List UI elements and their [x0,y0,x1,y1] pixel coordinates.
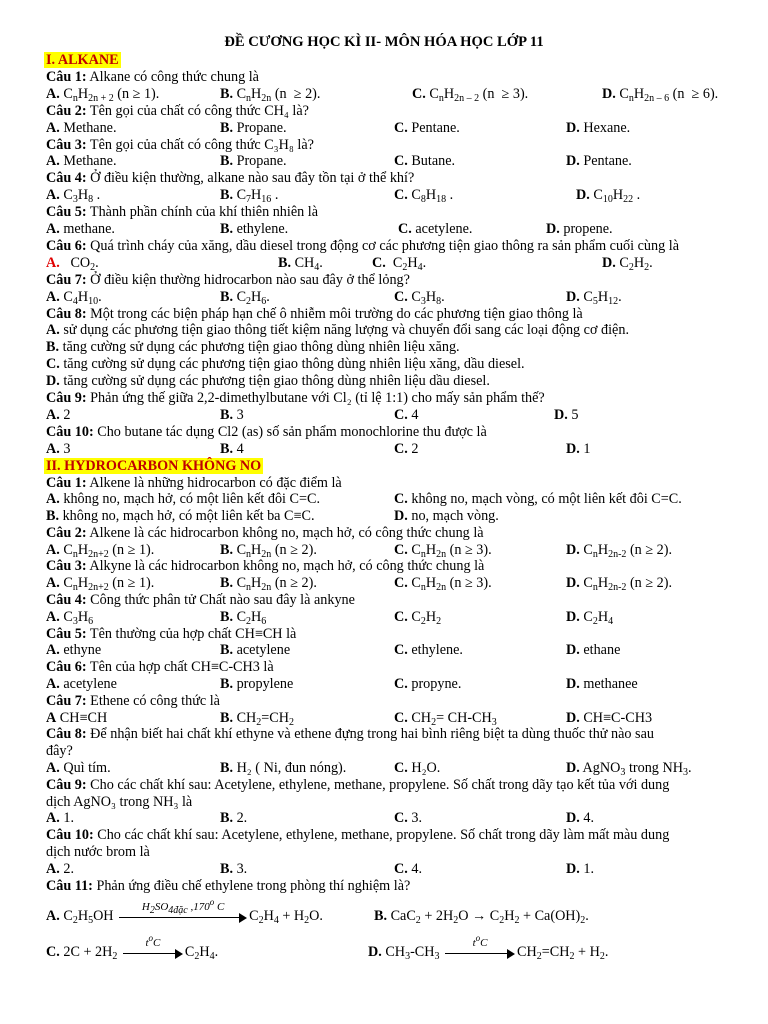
section-heading-alkane [46,52,748,68]
question-10: Câu 10: Cho butane tác dụng Cl2 (as) số sản phẩm monochlorine thu được là [46,424,487,440]
answer-d: D. tăng cường sử dụng các phương tiện giao thông dùng nhiên liệu dầu diesel. [46,373,490,389]
question-4: Câu 4: Ở điều kiện thường, alkane nào sau đây tồn tại ở thể khí? [46,170,415,186]
section-label: I. ALKANE [46,52,119,68]
reaction-arrow: $H_2SO_{4đặc}$ ,170$^o$ C [119,911,247,923]
question-h10-cont: dịch nước brom là [46,844,150,860]
question-9: Câu 9: Phản ứng thế giữa 2,2-dimethylbutane với Cl₂ (tỉ lệ 1:1) cho mấy sản phẩm thế? [46,390,545,406]
question-h3: Câu 3: Alkyne là các hidrocarbon không no, mạch hở, có công thức chung là [46,558,485,574]
question-5: Câu 5: Thành phần chính của khí thiên nhiên là [46,204,319,220]
question-1: Câu 1: Alkane có công thức chung là [46,69,259,85]
question-h10: Câu 10: Cho các chất khí sau: Acetylene, ethylene, methane, propylene. Số chất trong dãy làm mất màu dung [46,827,670,843]
question-h9: Câu 9: Cho các chất khí sau: Acetylene, ethylene, methane, propylene. Số chất trong dãy tạo kết tủa với dung [46,777,670,793]
question-h2: Câu 2: Alkene là các hidrocarbon không no, mạch hở, có công thức chung là [46,525,484,541]
question-h9-cont: dịch AgNO₃ trong NH₃ là [46,794,193,810]
answer-b: B. tăng cường sử dụng các phương tiện giao thông dùng nhiên liệu xăng. [46,339,460,355]
reaction-arrow: $t^oC$ [123,947,183,959]
section-heading-unsaturated [46,458,748,474]
question-2: Câu 2: Tên gọi của chất có công thức CH₄ là? [46,103,309,119]
answer-a: A. sử dụng các phương tiện giao thông tiết kiệm năng lượng và chuyển đổi sang các loại động cơ điện. [46,322,629,338]
question-h7: Câu 7: Ethene có công thức là [46,693,220,709]
reaction-arrow: $t^oC$ [445,947,515,959]
question-7: Câu 7: Ở điều kiện thường hidrocarbon nào sau đây ở thể lỏng? [46,272,410,288]
question-h8-cont: đây? [46,743,73,759]
section-label: II. HYDROCARBON KHÔNG NO [46,458,262,474]
answer-c: C. tăng cường sử dụng các phương tiện giao thông dùng nhiên liệu xăng, dầu diesel. [46,356,525,372]
question-h8: Câu 8: Để nhận biết hai chất khí ethyne và ethene đựng trong hai bình riêng biệt ta dùng thuốc thử nào sau [46,726,654,742]
question-8: Câu 8: Một trong các biện pháp hạn chế ô nhiễm môi trường do các phương tiện giao thông là [46,306,583,322]
question-3: Câu 3: Tên gọi của chất có công thức C₃H₈ là? [46,137,314,153]
question-h1: Câu 1: Alkene là những hidrocarbon có đặc điểm là [46,475,342,491]
question-h11: Câu 11: Phản ứng điều chế ethylene trong phòng thí nghiệm là? [46,878,411,894]
question-6: Câu 6: Quá trình cháy của xăng, dầu diesel trong động cơ các phương tiện giao thông ra sản phẩm cuối cùng là [46,238,679,254]
question-h6: Câu 6: Tên của hợp chất CH≡C-CH3 là [46,659,274,675]
document-title: ĐỀ CƯƠNG HỌC KÌ II- MÔN HÓA HỌC LỚP 11 [224,34,544,50]
question-h5: Câu 5: Tên thường của hợp chất CH≡CH là [46,626,297,642]
question-h4: Câu 4: Công thức phân tử Chất nào sau đây là ankyne [46,592,355,608]
